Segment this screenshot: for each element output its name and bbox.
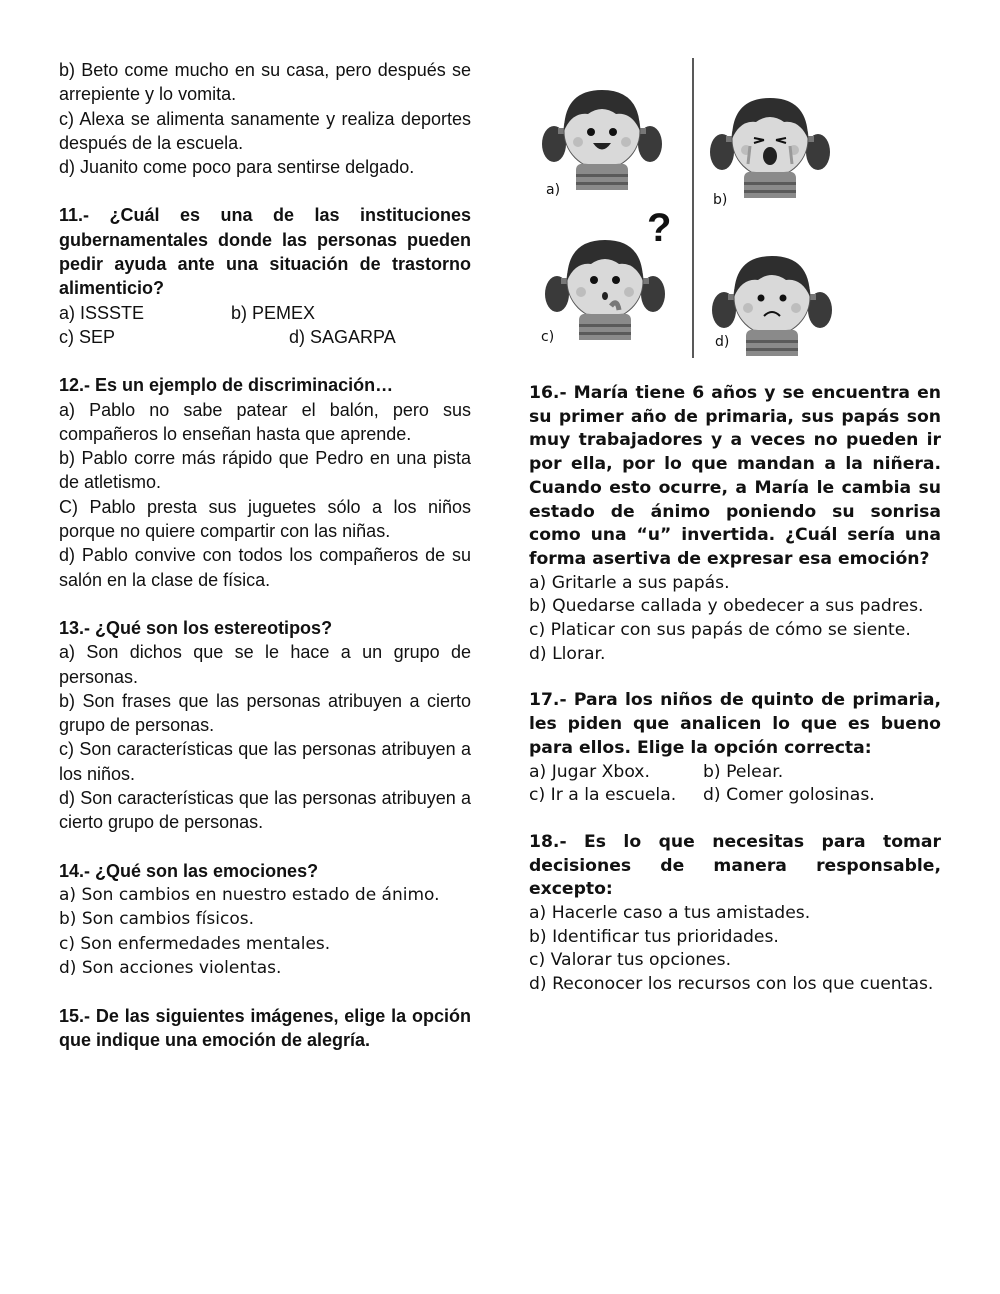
q18-option-a: a) Hacerle caso a tus amistades. bbox=[529, 903, 811, 924]
q11-option-d: d) SAGARPA bbox=[289, 326, 396, 347]
q13-option-a: a) Son dichos que se le hace a un grupo de personas. bbox=[59, 642, 471, 687]
q11-option-a: a) ISSSTE bbox=[59, 302, 145, 323]
q13-option-d: d) Son características que las personas atribuyen a cierto grupo de personas. bbox=[59, 788, 471, 833]
face-label-b: b) bbox=[713, 192, 728, 208]
confused-face bbox=[545, 240, 665, 340]
q11-option-b: b) PEMEX bbox=[231, 302, 316, 323]
q13-question: 13.- ¿Qué son los estereotipos? bbox=[59, 617, 333, 638]
q11-question: 11.- ¿Cuál es una de las instituciones gubernamentales donde las personas pueden pedir ayuda ante una situación de trastorno alimenticio? bbox=[59, 205, 471, 299]
q18-option-d: d) Reconocer los recursos con los que cuentas. bbox=[529, 974, 934, 995]
q14-option-c: c) Son enfermedades mentales. bbox=[59, 933, 331, 954]
face-label-a: a) bbox=[546, 182, 561, 198]
q11-row-ab bbox=[59, 301, 471, 325]
q16-option-b: b) Quedarse callada y obedecer a sus padres. bbox=[529, 596, 924, 617]
q16-option-c: c) Platicar con sus papás de cómo se siente. bbox=[529, 620, 911, 641]
q17-question: 17.- Para los niños de quinto de primaria, les piden que analicen lo que es bueno para ellos. Elige la opción correcta: bbox=[529, 690, 941, 758]
q15-question: 15.- De las siguientes imágenes, elige la opción que indique una emoción de alegría. bbox=[59, 1006, 471, 1051]
face-label-d: d) bbox=[715, 334, 730, 350]
q12-option-c: C) Pablo presta sus juguetes sólo a los niños porque no quiere compartir con las niñas. bbox=[59, 496, 471, 542]
q17-option-d: d) Comer golosinas. bbox=[703, 785, 875, 806]
right-column bbox=[529, 382, 941, 997]
emotion-faces-figure bbox=[527, 58, 867, 358]
q18-option-c: c) Valorar tus opciones. bbox=[529, 950, 732, 971]
q13-option-c: c) Son características que las personas atribuyen a los niños. bbox=[59, 739, 471, 784]
q17-option-b: b) Pelear. bbox=[703, 761, 784, 782]
q11-option-c: c) SEP bbox=[59, 326, 116, 347]
crying-face bbox=[710, 98, 830, 198]
q17-row-ab bbox=[529, 761, 941, 785]
q17-row-cd bbox=[529, 784, 941, 808]
q12-option-b: b) Pablo corre más rápido que Pedro en una pista de atletismo. bbox=[59, 448, 471, 493]
q10-option-d: d) Juanito come poco para sentirse delgado. bbox=[59, 157, 415, 178]
q14-option-a: a) Son cambios en nuestro estado de ánimo. bbox=[59, 884, 440, 905]
q12-question: 12.- Es un ejemplo de discriminación… bbox=[59, 375, 394, 396]
q11-row-cd bbox=[59, 325, 471, 349]
q12-option-a: a) Pablo no sabe patear el balón, pero sus compañeros lo enseñan hasta que aprende. bbox=[59, 399, 471, 444]
q10-option-c: c) Alexa se alimenta sanamente y realiza deportes después de la escuela. bbox=[59, 108, 471, 153]
q14-option-b: b) Son cambios físicos. bbox=[59, 909, 254, 930]
q16-option-d: d) Llorar. bbox=[529, 643, 606, 664]
q12-option-d: d) Pablo convive con todos los compañeros de su salón en la clase de física. bbox=[59, 545, 471, 590]
q18-question: 18.- Es lo que necesitas para tomar decisiones de manera responsable, excepto: bbox=[529, 831, 941, 900]
happy-face bbox=[542, 90, 662, 190]
q17-option-a: a) Jugar Xbox. bbox=[529, 761, 650, 782]
q18-option-b: b) Identificar tus prioridades. bbox=[529, 926, 779, 947]
face-label-c: c) bbox=[541, 329, 555, 345]
left-column bbox=[59, 58, 471, 1053]
emotion-faces-svg bbox=[527, 58, 867, 358]
question-mark-icon: ? bbox=[647, 206, 672, 250]
q13-option-b: b) Son frases que las personas atribuyen a cierto grupo de personas. bbox=[59, 690, 471, 736]
q16-question: 16.- María tiene 6 años y se encuentra en su primer año de primaria, sus papás son muy trabajadores y a veces no pueden ir por ella, por lo que mandan a la niñera. Cuando esto ocurre, a María le cambia su estado de ánimo poniendo su sonrisa como una “u” invertida. ¿Cuál sería una forma asertiva de expresar esa emoción? bbox=[529, 383, 941, 569]
sad-face bbox=[712, 256, 832, 356]
q14-question: 14.- ¿Qué son las emociones? bbox=[59, 860, 319, 881]
q14-option-d: d) Son acciones violentas. bbox=[59, 957, 282, 978]
q16-option-a: a) Gritarle a sus papás. bbox=[529, 572, 730, 593]
q17-option-c: c) Ir a la escuela. bbox=[529, 785, 677, 806]
q10-option-b: b) Beto come mucho en su casa, pero después se arrepiente y lo vomita. bbox=[59, 60, 471, 105]
